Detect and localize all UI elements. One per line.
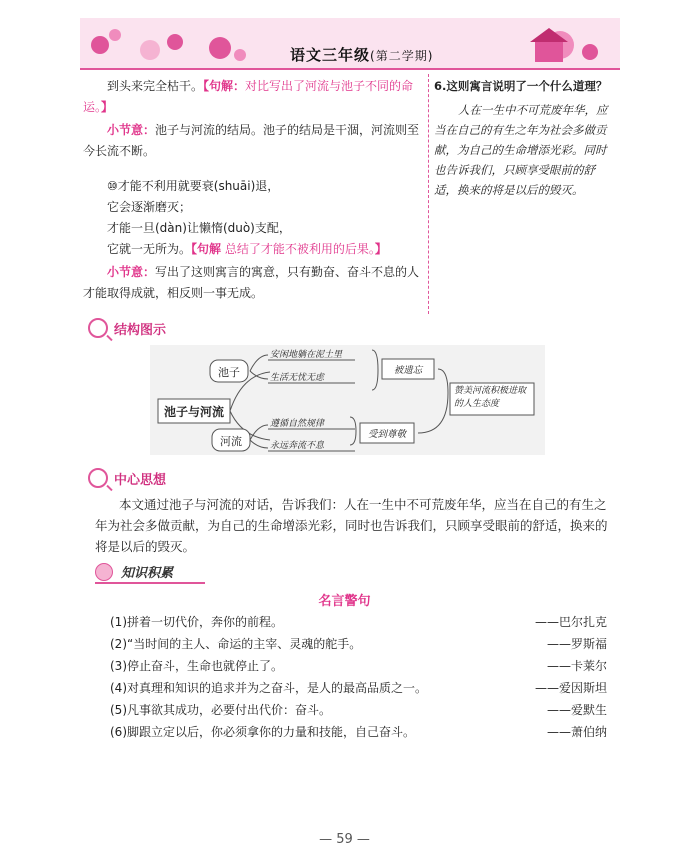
column-divider: [428, 74, 429, 314]
central-text: 本文通过池子与河流的对话，告诉我们：人在一生中不可荒废年华，应当在自己的有生之年为社会多做贡献，为自己的生命增添光彩，同时也告诉我们，只顾享受眼前的舒适，换来的将是以后的毁灭。: [95, 497, 608, 554]
magnifier-icon: [88, 468, 108, 488]
magnifier-icon: [88, 318, 108, 338]
diagram-river-a: 遵循自然规律: [270, 419, 325, 429]
para-1-text: 到头来完全枯干。: [107, 79, 204, 93]
right-column: [434, 76, 614, 200]
diagram-branch-pool: 池子: [218, 366, 240, 379]
quote-author: ——爱默生: [546, 703, 607, 717]
quote-author: ——罗斯福: [546, 637, 607, 651]
quote-author: ——巴尔扎克: [534, 615, 607, 629]
quote-item: [110, 655, 607, 677]
knowledge-heading-text: 知识积累: [121, 566, 174, 581]
header-subtitle: (第二学期): [370, 49, 434, 63]
verse-line: ⑩才能不利用就要衰(shuāi)退，: [107, 179, 280, 193]
quote-text: (2)“当时间的主人、命运的主宰、灵魂的舵手。: [110, 637, 362, 651]
quote-text: (5)凡事欲其成功，必要付出代价：奋斗。: [110, 703, 331, 717]
answer-text: 人在一生中不可荒废年华，应当在自己的有生之年为社会多做贡献，为自己的生命增添光彩。同时也告诉我们，只顾享受眼前的舒适，换来的将是以后的毁灭。: [434, 103, 608, 197]
summary-label: 小节意：: [107, 123, 156, 137]
summary-text: 池子与河流的结局。池子的结局是干涸，河流则至今长流不断。: [83, 123, 420, 158]
quote-item: [110, 633, 607, 655]
jiejie-text: 对比写出了河流与池子不同的命运。: [83, 79, 414, 114]
page-number: — 59 —: [319, 832, 370, 847]
quotes-title: 名言警句: [318, 594, 371, 609]
question-text: 6.这则寓言说明了一个什么道理？: [434, 79, 608, 93]
structure-heading-text: 结构图示: [114, 322, 167, 338]
pencil-icon: [95, 563, 113, 581]
verse-line: 才能一旦(dàn)让懒惰(duò)支配，: [107, 221, 291, 235]
jiejie-text: 总结了才能不被利用的后果。: [224, 242, 375, 256]
jiejie-close: 】: [374, 242, 387, 256]
summary-1: [83, 120, 423, 162]
verse-line: [83, 239, 423, 260]
diagram-conclusion: 赞美河流积极进取的人生态度: [454, 386, 527, 409]
summary-text: 写出了这则寓言的寓意，只有勤奋、奋斗不息的人才能取得成就，相反则一事无成。: [83, 265, 420, 300]
structure-diagram: [150, 345, 545, 455]
quote-author: ——萧伯纳: [546, 725, 607, 739]
diagram-pool-result: 被遗忘: [393, 365, 423, 376]
quote-author: ——爱因斯坦: [534, 681, 607, 695]
header-title: [290, 44, 433, 65]
knowledge-heading: [95, 562, 173, 581]
para-1: [83, 76, 423, 118]
quote-text: (6)脚跟立定以后，你必须拿你的力量和技能，自己奋斗。: [110, 725, 416, 739]
header-title-text: 语文三年级: [290, 46, 371, 64]
header-rule: [80, 68, 620, 70]
butterfly-icon: [91, 36, 109, 54]
jiejie-label: 【句解: [191, 242, 222, 256]
summary-2: [83, 262, 423, 304]
central-heading-text: 中心思想: [114, 472, 167, 488]
verse-line: 它会逐渐磨灭；: [107, 200, 192, 214]
diagram-branch-river: 河流: [220, 435, 242, 448]
quote-text: (1)拼着一切代价，奔你的前程。: [110, 615, 283, 629]
quote-text: (3)停止奋斗，生命也就停止了。: [110, 659, 283, 673]
jiejie-label: 【句解：: [203, 79, 246, 93]
quote-list: [110, 611, 607, 743]
quote-item: [110, 721, 607, 743]
diagram-river-b: 永远奔流不息: [270, 441, 325, 451]
quote-item: [110, 699, 607, 721]
diagram-root: 池子与河流: [163, 405, 224, 419]
flower-icon: [209, 37, 231, 59]
knowledge-underline: [95, 582, 205, 584]
central-heading: [88, 468, 166, 488]
diagram-river-result: 受到尊敬: [367, 429, 406, 440]
diagram-pool-b: 生活无忧无虑: [270, 373, 325, 383]
quote-item: [110, 677, 607, 699]
quote-author: ——卡莱尔: [546, 659, 607, 673]
diagram-pool-a: 安闲地躺在泥土里: [270, 350, 343, 360]
page-header: [0, 0, 689, 70]
quote-item: [110, 611, 607, 633]
house-icon: [535, 40, 563, 62]
quote-text: (4)对真理和知识的追求并为之奋斗，是人的最高品质之一。: [110, 681, 428, 695]
verse-text: 它就一无所为。: [107, 242, 192, 256]
structure-heading: [88, 318, 166, 338]
jiejie-close: 】: [101, 100, 114, 114]
summary-label: 小节意：: [107, 265, 156, 279]
left-column: [83, 76, 423, 304]
